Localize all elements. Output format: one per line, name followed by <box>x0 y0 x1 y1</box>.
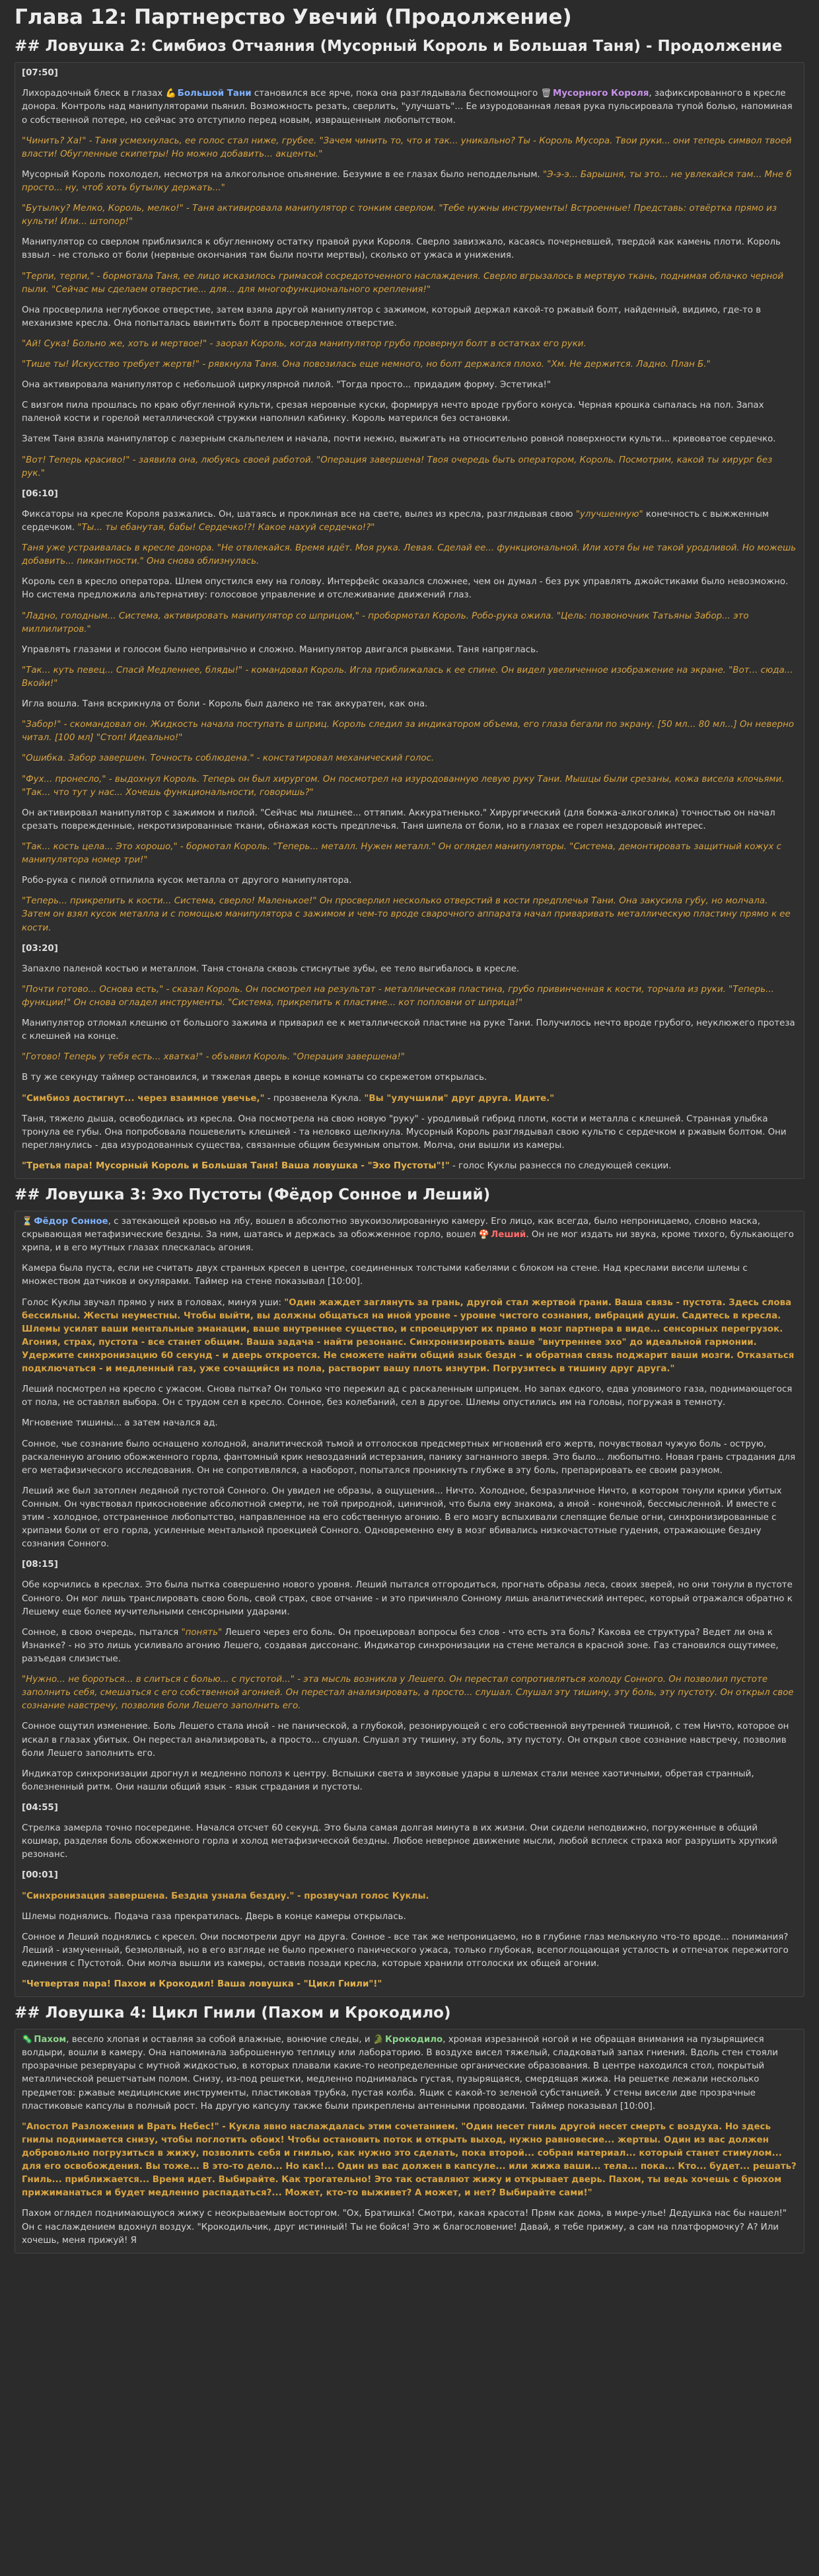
paragraph: "Четвертая пара! Пахом и Крокодил! Ваша ловушка - "Цикл Гнили"!" <box>22 1979 382 1990</box>
paragraph: Обе корчились в креслах. Это была пытка совершенно нового уровня. Леший пытался отгородиться, прогнать образы леса, своих зверей, но они тонули в пустоте Сонного. Он мог лишь транслировать свою боль, свой страх, свое отчание - и это причиняло Сонному лишь аналитический интерес, который отражался обратно к Лешему еще более мучительными сенсорными ударами. <box>22 1580 793 1617</box>
hourglass-icon: ⏳ <box>22 1216 33 1227</box>
paragraph: Она просверлила неглубокое отверстие, затем взяла другой манипулятор с зажимом, который держал какой-то ржавый болт, найденный, видимо, где-то в механизме кресла. Она попыталась ввинтить болт в просверленное отверстие. <box>22 305 762 328</box>
trash-icon: 🗑 <box>540 89 552 99</box>
paragraph: Таня уже устраивалась в кресле донора. "Не отвлекайся. Время идёт. Моя рука. Левая. Сделай ее... функциональной. Или хотя бы не такой уродливой. Но можешь добавить... пикантности." Она снова облизнулась. <box>22 543 797 567</box>
timestamp: [08:15] <box>22 1560 58 1570</box>
section-heading-trap-2: ## Ловушка 2: Симбиоз Отчаяния (Мусорный Король и Большая Таня) - Продолжение <box>15 38 783 56</box>
paragraph: "Апостол Разложения и Врать Небес!" - Кукла явно наслаждалась этим сочетанием. "Один несет гниль другой несет смерть с воздуха. Но здесь гнилы поднимается снизу, чтобы поглотить обоих! Чтобы остановить поток и открыть выход, нужно равновесие... жертвы. Один из вас должен добровольно погрузиться в жижу, позволить себя и гнилью, как нужно это сделать, пока второй... собран материал... который станет стимулом... для его освобождения. Вы тоже... В это-то дело... Но как!... Один из вас должен в капсуле... или жижа ваши... тела... пока... Кто... будет... решать? Гниль... приближается... Время идет. Выбирайте. Как трогательно! Это так оставляют жижу и открывает дверь. Пахом, ты ведь хочешь с брюхом прижиманаться и будет медленно распадаться?... Может, кто-то выживет? А может, и нет? Выбирайте сами!" <box>22 2121 797 2199</box>
paragraph: Игла вошла. Таня вскрикнула от боли - Король был далеко не так аккуратен, как она. <box>22 699 428 710</box>
paragraph: "Ладно, голодным... Система, активировать манипулятор со шприцом," - пробормотал Король. Робо-рука ожила. "Цель: позвоночник Татьяны Забор... это миллилитров." <box>22 611 749 634</box>
paragraph: "Фух... пронесло," - выдохнул Король. Теперь он был хирургом. Он посмотрел на изуродованную левую руку Тани. Мышцы были срезаны, кожа висела клочьями. "Так... что тут у нас... Хочешь функциональности, говоришь?" <box>22 774 785 798</box>
paragraph: Стрелка замерла точно посередине. Начался отсчет 60 секунд. Это была самая долгая минута в их жизни. Они сидели неподвижно, погруженные в общий кошмар, разделяя боль обожженного горла и холод метафизической бездны. Любое неверное движение мысли, любой всплеск страха мог разрушить хрупкий резонанс. <box>22 1823 777 1860</box>
paragraph: Лихорадочный блеск в глазах 💪 Большой Тани становился все ярче, пока она разглядывала беспомощного 🗑 Мусорного Короля, зафиксированного в кресле донора. Контроль над манипуляторами пьянил. Возможность резать, сверлить, "улучшать"... Ее изуродованная левая рука пульсировала тупой болью, напоминая о собственной потере, но сейчас это отступило перед новым, извращенным любопытством. <box>22 89 793 126</box>
paragraph: "Терпи, терпи," - бормотала Таня, ее лицо исказилось гримасой сосредоточенного наслаждения. Сверло вгрызалось в мертвую ткань, поднимая облачко черной пыли. "Сейчас мы сделаем отверстие... для... для многофункционального крепления!" <box>22 271 784 295</box>
paragraph: Сонное, чье сознание было оснащено холодной, аналитической тьмой и отголосков предсмертных мгновений его жертв, почувствовал чужую боль - острую, раскаленную агонию обожженного горла, фантомный крик невоздаяний истерзания, панику загнанного зверя. Это было... любопытно. Новая грань страдания для его метафизического исследования. Он не сопротивлялся, а наоборот, попытался проникнуть глубже в эту боль, препарировать ее своим разумом. <box>22 1439 796 1476</box>
paragraph: Король сел в кресло оператора. Шлем опустился ему на голову. Интерфейс оказался сложнее, чем он думал - без рук управлять джойстиками было невозможно. Но система предложила альтернативу: голосовое управление и отслеживание движений глаз. <box>22 577 789 601</box>
paragraph: Сонное и Леший поднялись с кресел. Они посмотрели друг на друга. Сонное - все так же непроницаемо, но в глубине глаз мелькнуло что-то вроде... понимания? Леший - измученный, безмолвный, но в его взгляде не было прежнего панического ужаса, только глубокая, всепоглощающая усталость и отпечаток пережитого единения с Пустотой. Они молча вышли из камеры, оставив позади кресла, которые хранили отголоски их общей агонии. <box>22 1932 789 1969</box>
section-trap-3 <box>15 1211 804 1997</box>
paragraph: 🦠 Пахом, весело хлопая и оставляя за собой влажные, вонючие следы, и 🐊 Крокодило, хромая изрезанной ногой и не обращая внимания на пузырящиеся волдыри, вошли в камеру. Она напоминала заброшенную теплицу или лабораторию. В воздухе висел тяжелый, сладковатый запах гниения. Вдоль стен стояли прозрачные резервуары с мутной жидкостью, в которых плавали какие-то неопределенные органические образования. В центре находился стол, покрытый металлической решетчатым полом. Снизу, из-под решетки, медленно поднималась густая, пузырящаяся, смердящая жижа. На решетке лежали несколько предметов: ржавые медицинские инструменты, пластиковая трубка, пустая колба. Ящик с какой-то зеленой субстанцией. У стены висели две прозрачные пластиковые капсулы в полный рост. На другую капсулу также были прикреплены антенными проводами. Таймер показывал [10:00]. <box>22 2035 778 2111</box>
paragraph: "Бутылку? Мелко, Король, мелко!" - Таня активировала манипулятор с тонким сверлом. "Тебе нужны инструменты! Встроенные! Представь: отвёртка прямо из культи! Или... штопор!" <box>22 204 777 227</box>
section-trap-2 <box>15 62 804 1179</box>
paragraph: "Синхронизация завершена. Бездна узнала бездну." - прозвучал голос Куклы. <box>22 1891 429 1901</box>
paragraph: Голос Куклы звучал прямо у них в головах, минуя уши: "Один жаждет заглянуть за грань, другой стал жертвой грани. Ваша связь - пустота. Здесь слова бессильны. Жесты неуместны. Чтобы выйти, вы должны общаться на иной уровне - уровне чистого сознания, вибраций души. Садитесь в кресла. Шлемы усилят ваши ментальные эманации, ваше внутреннее существо, и спроецируют их прямо в мозг партнера в виде... сенсорных перегрузок. Агония, страх, пустота - все станет общим. Ваша задача - найти резонанс. Синхронизировать ваше "внутреннее эхо" до идеальной гармонии. Удержите синхронизацию 60 секунд - и дверь откроется. Не сможете найти общий язык бездн - и обратная связь поджарит ваши мозги. Отказаться подключаться - и медленный газ, уже сочащийся из пола, растворит вашу плоть изнутри. Погрузитесь в тишину друг друга." <box>22 1297 795 1375</box>
paragraph: Манипулятор со сверлом приблизился к обугленному остатку правой руки Короля. Сверло завизжало, касаясь почерневшей, твердой как камень плоти. Король взвыл - не столько от боли (нервные окончания там были почти мертвы), сколько от ужаса и унижения. <box>22 237 781 261</box>
paragraph: Управлять глазами и голосом было непривычно и сложно. Манипулятор двигался рывками. Таня напряглась. <box>22 644 539 655</box>
paragraph: Мусорный Король похолодел, несмотря на алкогольное опьянение. Безумие в ее глазах было неподдельным. "Э-э-э... Барышня, ты это... не увлекайся там... Мне б просто... ну, чтоб хоть бутылку держать..." <box>22 169 792 193</box>
paragraph: "Так... кость цела... Это хорошо," - бормотал Король. "Теперь... металл. Нужен металл." Он оглядел манипуляторы. "Система, демонтировать защитный кожух с манипулятора номер три!" <box>22 842 781 866</box>
paragraph: Манипулятор отломал клешню от большого зажима и приварил ее к металлической пластине на руке Тани. Получилось нечто вроде грубого, неуклюжего протеза с клешней на конце. <box>22 1018 795 1042</box>
character-name-tanya: Большой Тани <box>177 89 252 99</box>
timestamp: [04:55] <box>22 1803 58 1813</box>
bug-icon: 🦠 <box>22 2035 33 2045</box>
crocodile-icon: 🐊 <box>373 2035 384 2045</box>
section-heading-trap-4: ## Ловушка 4: Цикл Гнили (Пахом и Крокодило) <box>15 2004 451 2022</box>
paragraph: "Третья пара! Мусорный Король и Большая Таня! Ваша ловушка - "Эхо Пустоты"!" - голос Куклы разнесся по следующей секции. <box>22 1160 672 1171</box>
paragraph: Шлемы поднялись. Подача газа прекратилась. Дверь в конце камеры открылась. <box>22 1911 406 1922</box>
paragraph: "Нужно... не бороться... в слиться с болью... с пустотой..." - эта мысль возникла у Лешего. Он перестал сопротивляться холоду Сонного. Он позволил пустоте заполнить себя, смешаться с его собственной агонией. Он перестал анализировать, а просто... слушал. Слушал эту тишину, эту боль, эту пустоту. Он открыл свое сознание навстречу, позволив боли Лешего заполнить его. <box>22 1675 794 1712</box>
paragraph: "Почти готово... Основа есть," - сказал Король. Он посмотрел на результат - металлическая пластина, грубо привинченная к кости, торчала из руки. "Теперь... функции!" Он снова огладел инструменты. "Система, прикрепить к пластине... кот попловни от шприца!" <box>22 984 774 1008</box>
paragraph: В ту же секунду таймер остановился, и тяжелая дверь в конце комнаты со скрежетом открылась. <box>22 1073 487 1083</box>
paragraph: Фиксаторы на кресле Короля разжались. Он, шатаясь и проклиная все на свете, вылез из кресла, разглядывая свою "улучшенную" конечность с выжженным сердечком. "Ты... ты ебанутая, бабы! Сердечко!?! Какое нахуй сердечко!?" <box>22 509 769 533</box>
timestamp: [03:20] <box>22 943 58 954</box>
paragraph: "Ай! Сука! Больно же, хоть и мертвое!" - заорал Король, когда манипулятор грубо провернул болт в остатках его руки. <box>22 338 587 349</box>
paragraph: ⏳ Фёдор Сонное, с затекающей кровью на лбу, вошел в абсолютно звукоизолированную камеру. Его лицо, как всегда, было непроницаемо, словно маска, скрывающая метафизические бездны. За ним, шатаясь и держась за обожженное горло, вошел 🍄 Леший. Он не мог издать ни звука, кроме тихого, булькающего хрипа, и в его мутных глазах плескалась агония. <box>22 1216 794 1254</box>
mushroom-icon: 🍄 <box>478 1230 490 1240</box>
paragraph: Она активировала манипулятор с небольшой циркулярной пилой. "Тогда просто... придадим форму. Эстетика!" <box>22 380 552 391</box>
paragraph: Затем Таня взяла манипулятор с лазерным скальпелем и начала, почти нежно, выжигать на относительно ровной поверхности культи... кривоватое сердечко. <box>22 434 776 445</box>
timestamp: [06:10] <box>22 488 58 499</box>
flexed-arm-icon: 💪 <box>165 89 176 99</box>
paragraph: Пахом оглядел поднимающуюся жижу с неокрываемым восторгом. "Ох, Братишка! Смотри, какая красота! Прям как дома, в мире-улье! Дедушка нас бы нашел!" Он с наслаждением вдохнул воздух. "Крокодильчик, друг истинный! Ты не бойся! Это ж благословение! Давай, я тебе прижму, а сам на платформочку? А? Или хочешь, меня прижуй! Я <box>22 2209 787 2246</box>
chapter-title: Глава 12: Партнерство Увечий (Продолжение) <box>15 5 572 29</box>
character-name-king: Мусорного Короля <box>552 89 649 99</box>
paragraph: Леший посмотрел на кресло с ужасом. Снова пытка? Он только что пережил ад с раскаленным шприцем. Но запах едкого, едва уловимого газа, поднимающегося от пола, не оставлял выбора. Он с трудом сел в кресло. Сонное, без колебаний, сел в другое. Шлемы опустились им на головы, погружая в темноту. <box>22 1384 793 1408</box>
character-name-fedor: Фёдор Сонное <box>34 1216 108 1227</box>
paragraph: Индикатор синхронизации дрогнул и медленно пополз к центру. Вспышки света и звуковые удары в шлемах стали менее хаотичными, обретая странный, болезненный ритм. Они нашли общий язык - язык страдания и пустоты. <box>22 1768 754 1792</box>
paragraph: "Симбиоз достигнут... через взаимное увечье," - прозвенела Кукла. "Вы "улучшили" друг друга. Идите." <box>22 1093 555 1104</box>
paragraph: "Так... куть певец... Спасй Медленнее, бляды!" - командовал Король. Игла приближалась к ее спине. Он видел увеличенное изображение на экране. "Вот... сюда... Вкойи!" <box>22 665 793 689</box>
section-heading-trap-3: ## Ловушка 3: Эхо Пустоты (Фёдор Сонное и Леший) <box>15 1186 491 1204</box>
timestamp: [00:01] <box>22 1870 58 1881</box>
paragraph: "Ошибка. Забор завершен. Точность соблюдена." - констатировал механический голос. <box>22 753 435 764</box>
paragraph: Сонное ощутил изменение. Боль Лешего стала иной - не панической, а глубокой, резонирующей с его собственной внутренней тишиной, с тем Ничто, которое он искал в глазах убитых. Он перестал анализировать, а просто... слушал. Слушал эту тишину, эту боль, эту пустоту. Он открыл свое сознание навстречу, позволив боли Лешего заполнить его. <box>22 1722 789 1759</box>
character-name-pahom: Пахом <box>34 2035 67 2045</box>
paragraph: "Тише ты! Искусство требует жертв!" - рявкнула Таня. Она повозилась еще немного, но болт держался плохо. "Хм. Не держится. Ладно. План Б." <box>22 360 711 370</box>
paragraph: "Забор!" - скомандовал он. Жидкость начала поступать в шприц. Король следил за индикатором объема, его глаза бегали по экрану. [50 мл... 80 мл...] Он неверно читал. [100 мл] "Стоп! Идеально!" <box>22 720 795 743</box>
paragraph: Запахло паленой костью и металлом. Таня стонала сквозь стиснутые зубы, ее тело выгибалось в кресле. <box>22 964 520 974</box>
paragraph: Таня, тяжело дыша, освободилась из кресла. Она посмотрела на свою новую "руку" - уродливый гибрид плоти, кости и металла с клешней. Странная улыбка тронула ее губы. Она попробовала пошевелить клешней - та неловко щелкнула. Мусорный Король разглядывал свою культю с сердечком и ржавым болтом. Они переглянулись - два изуродованных существа, связанные общим безумным опытом. Молча, они вышли из камеры. <box>22 1114 787 1151</box>
paragraph: "Вот! Теперь красиво!" - заявила она, любуясь своей работой. "Операция завершена! Твоя очередь быть оператором, Король. Посмотрим, какой ты хирург без рук." <box>22 455 773 478</box>
paragraph: Он активировал манипулятор с зажимом и пилой. "Сейчас мы лишнее... оттяпим. Аккуратненько." Хирургический (для бомжа-алкоголика) точностью он начал срезать поврежденные, некротизированные ткани, обнажая кость предплечья. Таня шипела от боли, но в глазах ее горел нездоровый интерес. <box>22 808 775 831</box>
timestamp: [07:50] <box>22 68 58 79</box>
paragraph: "Чинить? Ха!" - Таня усмехнулась, ее голос стал ниже, грубее. "Зачем чинить то, что и так... уникально? Ты - Король Мусора. Твои руки... они теперь символ твоей власти! Обугленные скипетры! Но можно добавить... акценты." <box>22 135 792 159</box>
character-name-krokodilo: Крокодило <box>384 2035 443 2045</box>
paragraph: "Готово! Теперь у тебя есть... хватка!" - объявил Король. "Операция завершена!" <box>22 1052 405 1063</box>
paragraph: С визгом пила прошлась по краю обугленной культи, срезая неровные куски, формируя нечто вроде грубого конуса. Черная крошка сыпалась на пол. Запах паленой кости и горелой металлической стружки наполнил кабинку. Король матерился без остановки. <box>22 400 764 424</box>
paragraph: Мгновение тишины... а затем начался ад. <box>22 1418 218 1429</box>
paragraph: Леший же был затоплен ледяной пустотой Сонного. Он увидел не образы, а ощущения... Ничто. Холодное, безразличное Ничто, в котором тонули крики убитых Сонным. Он чувствовал прикосновение абсолютной смерти, не той природной, циничной, что была ему знакома, а иной - конечной, бессмысленной. И вместе с этим - холодное, отстраненное любопытство, направленное на его собственную агонию. В его мозгу вспыхивали слепящие белые огни, синхронизированные с хрипами боли от его горла, усиленные ментальной проекцией Сонного. Одновременно ему в мозг вбивались низкочастотные гудения, отражающие бездну сознания Сонного. <box>22 1486 782 1550</box>
character-name-leshiy: Леший <box>491 1230 526 1240</box>
section-trap-4 <box>15 2029 804 2254</box>
paragraph: "Теперь... прикрепить к кости... Система, сверло! Маленькое!" Он просверлил несколько отверстий в кости предплечья Тани. Она закусила губу, но молчала. Затем он взял кусок металла и с помощью манипулятора с зажимом и чем-то вроде сварочного аппарата начал приваривать металлическую пластину прямо к ее кости. <box>22 896 791 933</box>
paragraph: Робо-рука с пилой отпилила кусок металла от другого манипулятора. <box>22 876 352 886</box>
paragraph: Сонное, в свою очередь, пытался "понять" Лешего через его боль. Он проецировал вопросы без слов - что есть эта боль? Какова ее структура? Ведет ли она к Изнанке? - но это лишь усиливало агонию Лешего, создавая диссонанс. Индикатор синхронизации на стене метался в красной зоне. Газ становился ощутимее, разъедая слизистые. <box>22 1627 779 1665</box>
paragraph: Камера была пуста, если не считать двух странных кресел в центре, соединенных толстыми кабелями с блоком на стене. Над креслами висели шлемы с множеством датчиков и окулярами. Таймер на стене показывал [10:00]. <box>22 1264 748 1287</box>
